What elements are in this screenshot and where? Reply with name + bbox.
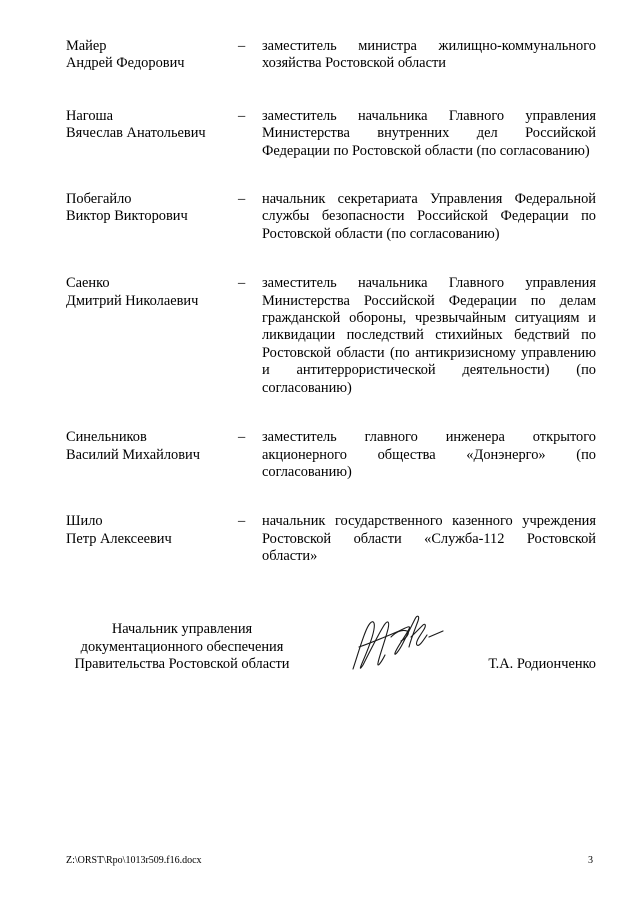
member-entry-0 [66, 38, 596, 73]
separator-dash: – [238, 429, 246, 446]
page-number: 3 [588, 855, 593, 866]
signatory-title [66, 621, 298, 674]
member-position: заместитель начальника Главного управления Министерства внутренних дел Российской Федерации по Ростовской области (по согласованию) [262, 107, 596, 159]
member-position: начальник государственного казенного учреждения Ростовской области «Служба-112 Ростовской области» [262, 513, 596, 565]
member-surname: Майер [66, 38, 107, 54]
member-name [66, 108, 238, 160]
member-position: заместитель главного инженера открытого акционерного общества «Донэнерго» (по согласованию) [262, 429, 596, 480]
separator-dash: – [238, 191, 246, 208]
member-name [66, 275, 238, 397]
signatory-title-line: Правительства Ростовской области [74, 656, 290, 673]
member-given-name: Петр Алексеевич [66, 530, 172, 547]
member-entry-3 [66, 275, 596, 397]
member-position: заместитель министра жилищно-коммунального хозяйства Ростовской области [262, 38, 596, 72]
signatory-title-line: Начальник управления [111, 621, 253, 637]
separator-dash: – [238, 38, 246, 54]
signatory-name: Т.А. Родионченко [488, 656, 596, 672]
member-entry-2 [66, 191, 596, 243]
member-name [66, 191, 238, 243]
member-surname: Побегайло [66, 191, 132, 208]
member-entry-4 [66, 429, 596, 481]
member-given-name: Андрей Федорович [66, 55, 185, 72]
separator-dash: – [238, 107, 246, 124]
member-surname: Шило [66, 513, 103, 530]
member-name [66, 429, 238, 481]
member-surname: Синельников [66, 429, 147, 446]
separator-dash: – [238, 513, 246, 530]
footer-file-path: Z:\ORST\Rpo\1013r509.f16.docx [66, 855, 202, 866]
member-given-name: Виктор Викторович [66, 208, 188, 225]
member-entry-5 [66, 513, 596, 565]
member-given-name: Дмитрий Николаевич [66, 292, 199, 309]
member-name [66, 513, 238, 565]
member-position: начальник секретариата Управления Федеральной службы безопасности Российской Федерации по Ростовской области (по согласованию) [262, 191, 596, 242]
member-position: заместитель начальника Главного управления Министерства Российской Федерации по делам гражданской обороны, чрезвычайным ситуациям и ликвидации последствий стихийных бедствий по Ростовской области (по антикризисному управлению и антитеррористической деятельности) (по согласованию) [262, 275, 596, 396]
member-name [66, 38, 238, 73]
signatory-title-line: документационного обеспечения [80, 638, 284, 655]
member-given-name: Вячеслав Анатольевич [66, 125, 206, 142]
member-given-name: Василий Михайлович [66, 446, 200, 463]
member-entry-1 [66, 108, 596, 160]
member-surname: Нагоша [66, 107, 113, 124]
handwritten-signature [341, 607, 451, 677]
member-roster [66, 38, 596, 566]
member-surname: Саенко [66, 275, 110, 292]
separator-dash: – [238, 275, 246, 292]
